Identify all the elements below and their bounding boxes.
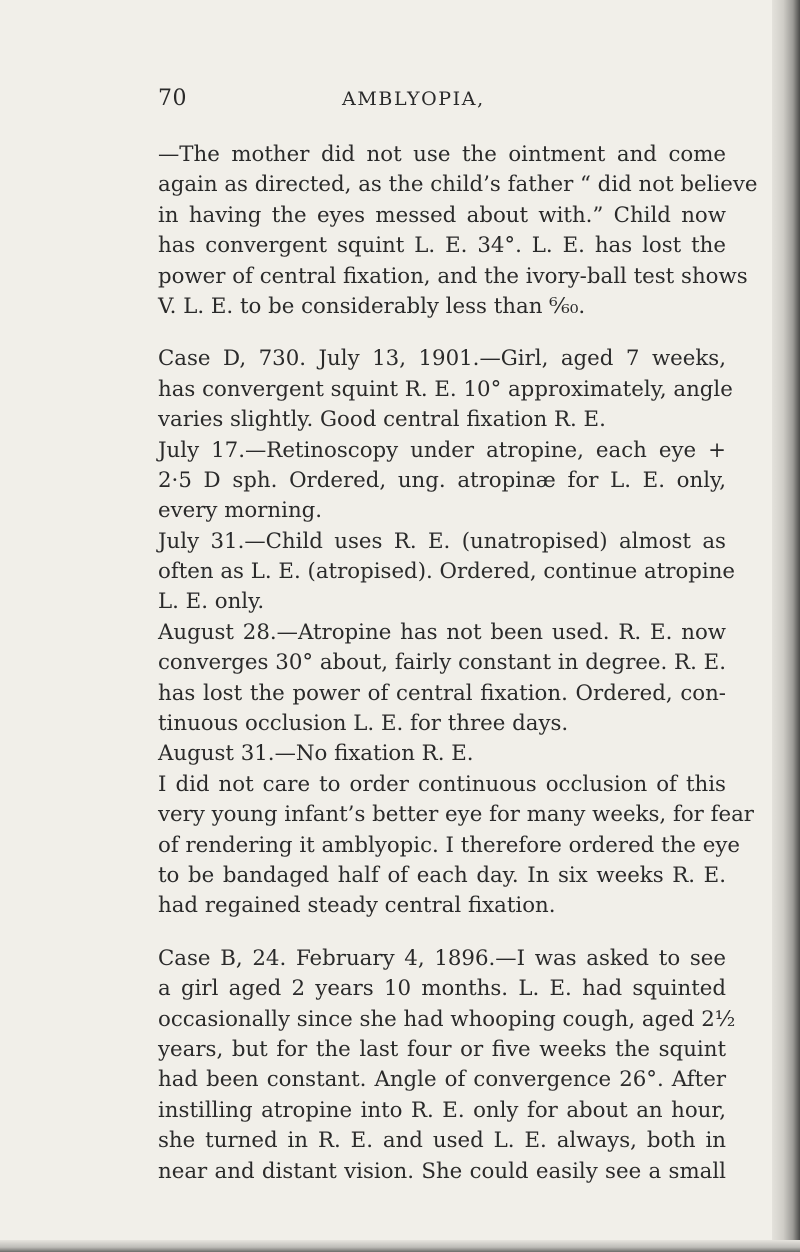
text-line: has lost the power of central fixation. Ordered, con- (158, 680, 726, 706)
text-line: occasionally since she had whooping cough, aged 2½ (158, 1006, 736, 1032)
text-line: 2·5 D sph. Ordered, ung. atropinæ for L. E. only, (158, 467, 726, 493)
text-line: July 31.—Child uses R. E. (unatropised) almost as (158, 528, 726, 554)
text-line: near and distant vision. She could easily see a small (158, 1158, 726, 1184)
text-line: years, but for the last four or five weeks the squint (158, 1036, 726, 1062)
body-text (158, 140, 758, 1187)
text-line: Case B, 24. February 4, 1896.—I was asked to see (158, 945, 726, 971)
text-line: had regained steady central fixation. (158, 893, 556, 919)
text-line: has convergent squint R. E. 10° approximately, angle (158, 376, 733, 402)
text-line: had been constant. Angle of convergence 26°. After (158, 1067, 726, 1093)
text-line: to be bandaged half of each day. In six weeks R. E. (158, 862, 726, 888)
paragraph-gap (158, 922, 726, 944)
text-line: August 28.—Atropine has not been used. R. E. now (158, 619, 726, 645)
text-line: varies slightly. Good central fixation R. E. (158, 407, 606, 433)
text-line: L. E. only. (158, 589, 265, 615)
text-line: tinuous occlusion L. E. for three days. (158, 711, 569, 737)
text-line: July 17.—Retinoscopy under atropine, each eye + (158, 437, 726, 463)
text-line: of rendering it amblyopic. I therefore ordered the eye (158, 832, 740, 858)
page-bottom-edge (0, 1240, 800, 1252)
text-line: she turned in R. E. and used L. E. always, both in (158, 1128, 726, 1154)
text-line: instilling atropine into R. E. only for about an hour, (158, 1097, 726, 1123)
text-line: V. L. E. to be considerably less than ⁶⁄₆₀. (158, 293, 586, 319)
text-line: —The mother did not use the ointment and come (158, 142, 726, 167)
text-line: converges 30° about, fairly constant in degree. R. E. (158, 650, 726, 676)
text-line: every morning. (158, 498, 323, 524)
text-line: August 31.—No fixation R. E. (158, 741, 474, 767)
text-line: power of central fixation, and the ivory-ball test shows (158, 263, 748, 289)
page-number: 70 (158, 86, 187, 111)
text-line: a girl aged 2 years 10 months. L. E. had squinted (158, 976, 726, 1002)
paragraph-gap (158, 322, 726, 344)
text-line: I did not care to order continuous occlusion of this (158, 771, 726, 797)
text-line: Case D, 730. July 13, 1901.—Girl, aged 7 weeks, (158, 346, 726, 372)
page-header (158, 86, 718, 116)
page-edge-shadow (772, 0, 800, 1252)
running-head: AMBLYOPIA, (342, 88, 485, 110)
text-line: often as L. E. (atropised). Ordered, continue atropine (158, 559, 736, 585)
text-line: in having the eyes messed about with.” Child now (158, 202, 726, 228)
text-line: very young infant’s better eye for many weeks, for fear (158, 802, 754, 828)
text-line: again as directed, as the child’s father “ did not believe (158, 172, 758, 198)
text-line: has convergent squint L. E. 34°. L. E. has lost the (158, 233, 726, 259)
